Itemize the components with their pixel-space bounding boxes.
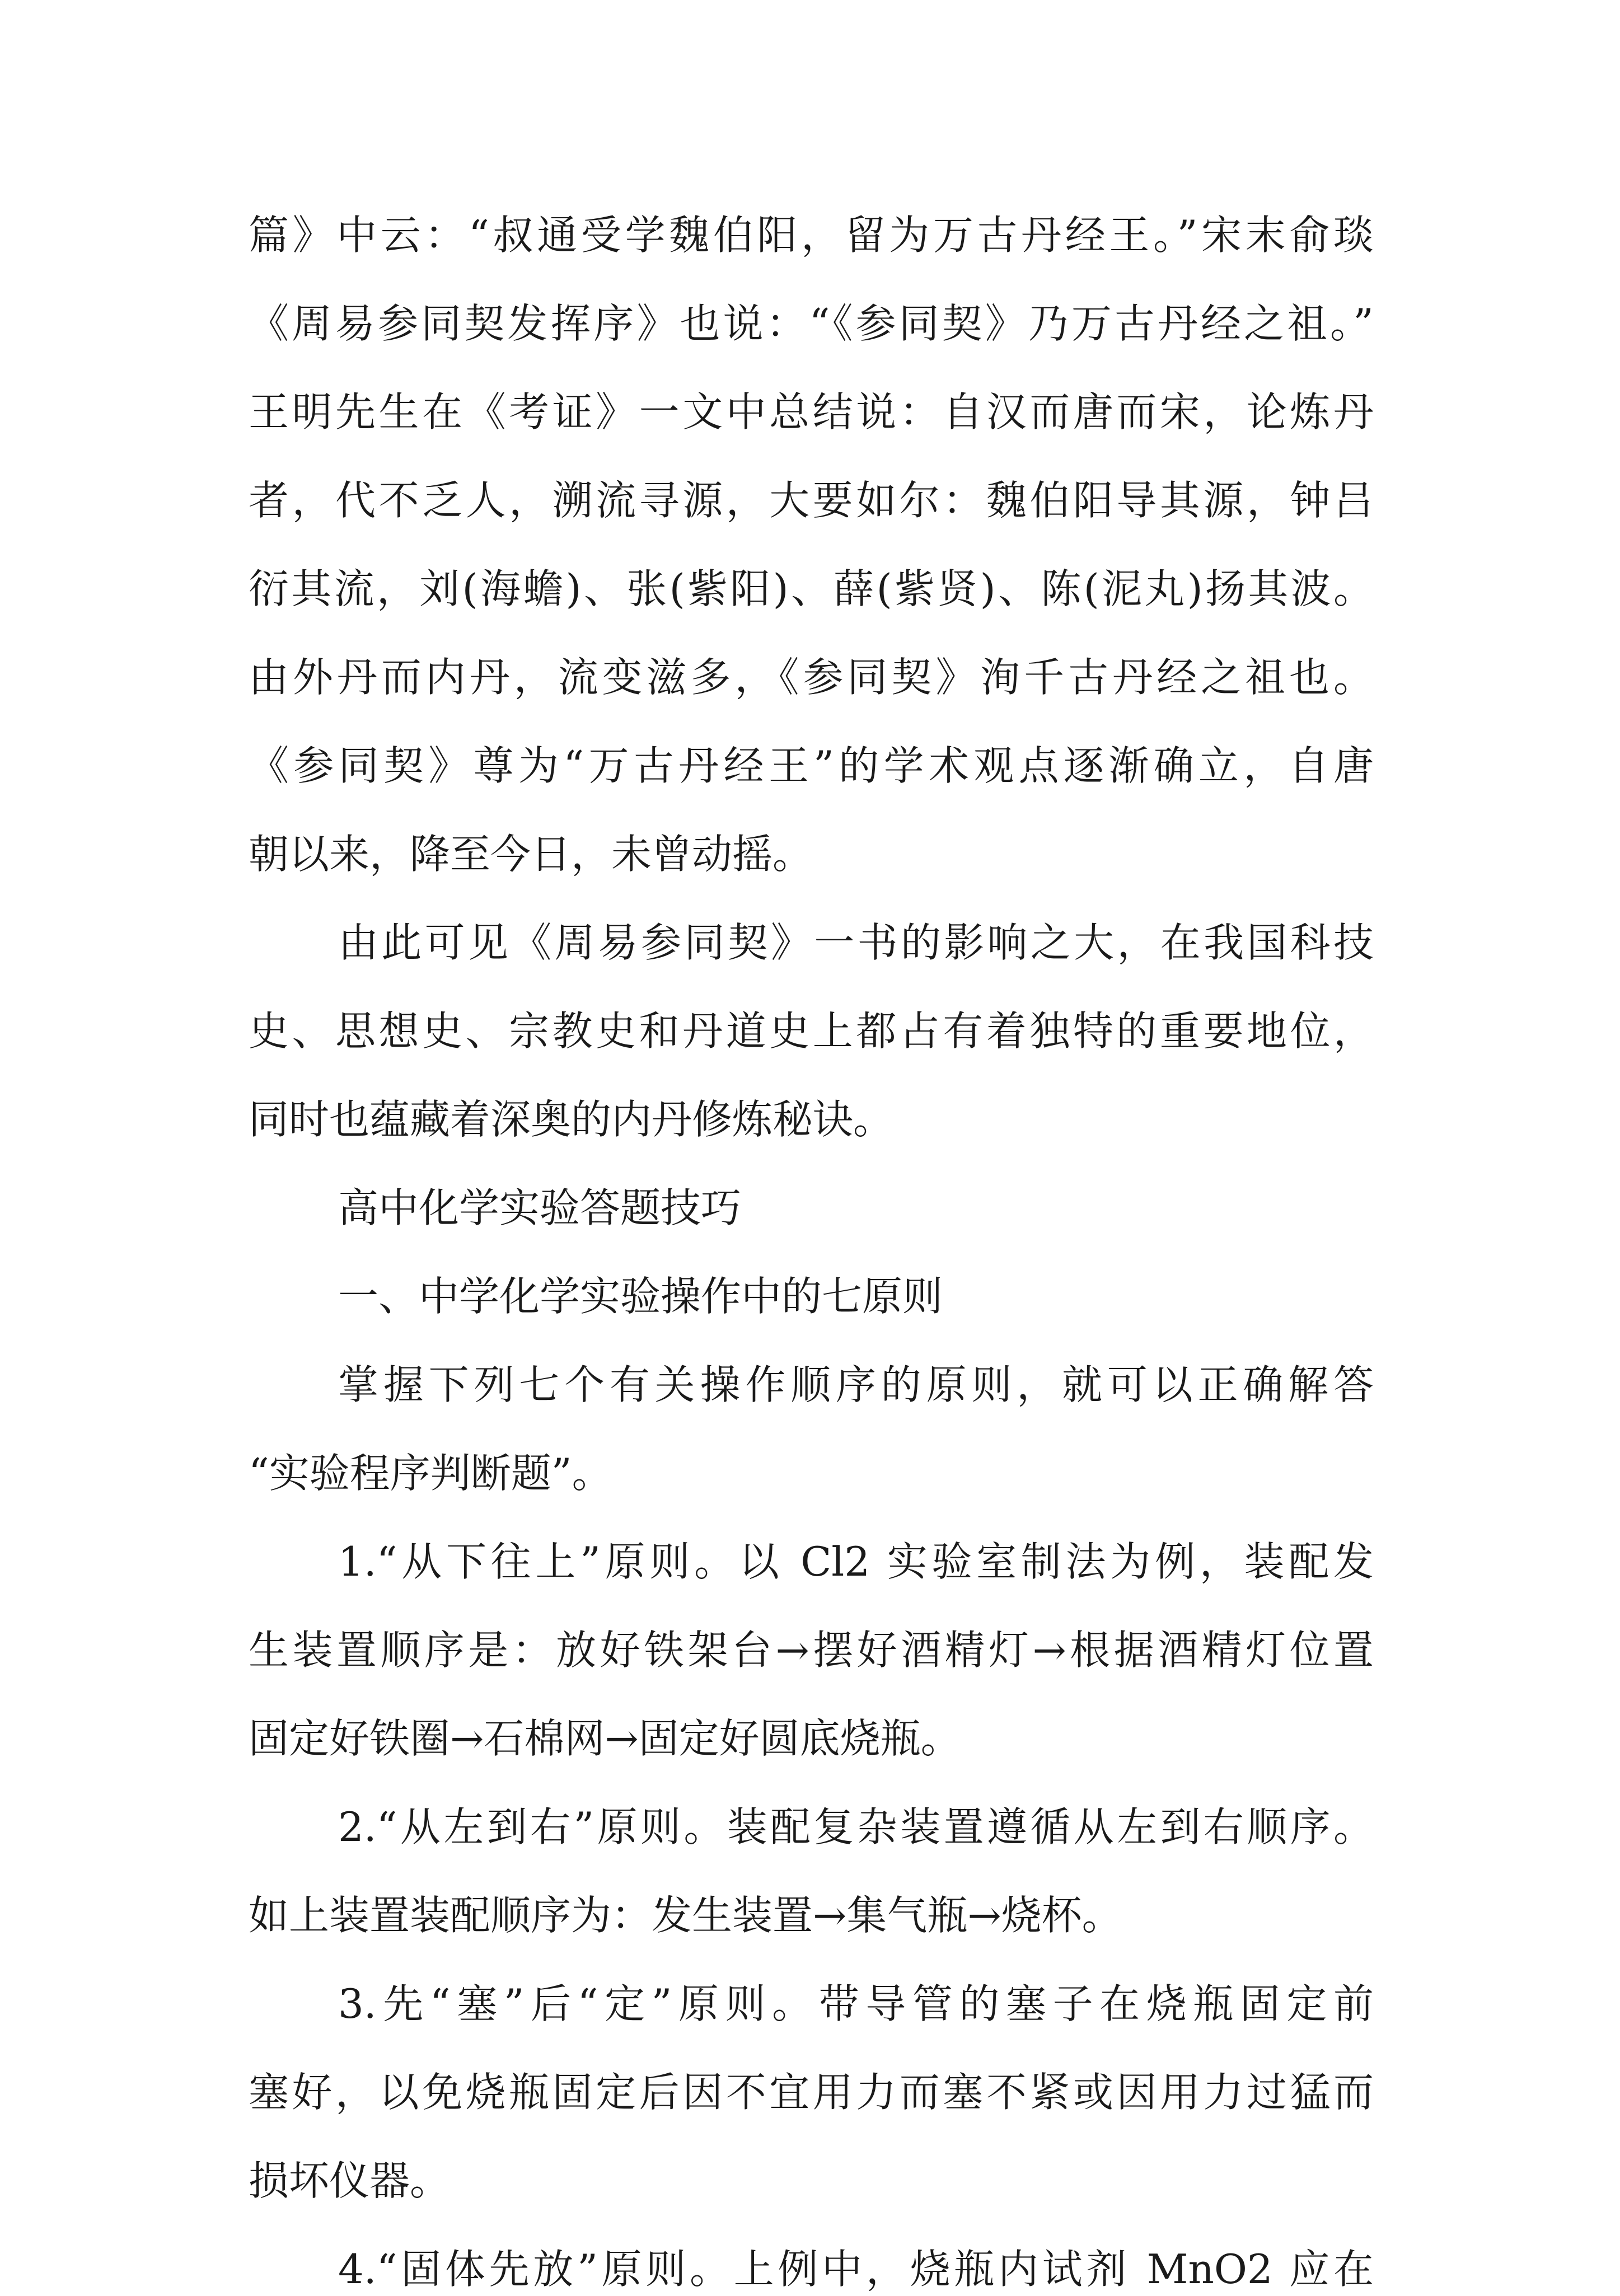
section-title: 高中化学实验答题技巧 [338,1184,742,1231]
text-line: 篇》中云：“叔通受学魏伯阳，留为万古丹经王。”宋末俞琰 [249,212,1374,259]
text-line: 由外丹而内丹，流变滋多，《参同契》洵千古丹经之祖也。 [249,654,1374,701]
text-line: 塞好，以免烧瓶固定后因不宜用力而塞不紧或因用力过猛而 [249,2069,1374,2116]
text-line: 生装置顺序是：放好铁架台→摆好酒精灯→根据酒精灯位置 [249,1627,1374,1674]
text-line: 4.“固体先放”原则。上例中，烧瓶内试剂 MnO2 应在 [338,2246,1374,2293]
section-heading: 一、中学化学实验操作中的七原则 [338,1273,943,1320]
text-line: 3.先“塞”后“定”原则。带导管的塞子在烧瓶固定前 [338,1980,1374,2027]
text-line: 《周易参同契发挥序》也说：“《参同契》乃万古丹经之祖。” [249,300,1374,347]
text-line: 损坏仪器。 [249,2157,451,2204]
text-line: 由此可见《周易参同契》一书的影响之大，在我国科技 [338,919,1374,966]
text-line: 如上装置装配顺序为：发生装置→集气瓶→烧杯。 [249,1892,1122,1939]
text-line: 史、思想史、宗教史和丹道史上都占有着独特的重要地位， [249,1008,1374,1055]
text-line: 者，代不乏人，溯流寻源，大要如尔：魏伯阳导其源，钟吕 [249,477,1374,524]
text-line: 《参同契》尊为“万古丹经王”的学术观点逐渐确立，自唐 [249,742,1374,789]
text-line: 同时也蕴藏着深奥的内丹修炼秘诀。 [249,1096,894,1143]
text-line: 固定好铁圈→石棉网→固定好圆底烧瓶。 [249,1715,961,1762]
text-line: 衍其流，刘(海蟾)、张(紫阳)、薛(紫贤)、陈(泥丸)扬其波。 [249,565,1374,612]
text-line: 1.“从下往上”原则。以 Cl2 实验室制法为例，装配发 [338,1538,1374,1585]
text-line: 朝以来，降至今日，未曾动摇。 [249,831,813,878]
text-line: 王明先生在《考证》一文中总结说：自汉而唐而宋，论炼丹 [249,388,1374,435]
text-line: 2.“从左到右”原则。装配复杂装置遵循从左到右顺序。 [338,1803,1374,1850]
text-line: 掌握下列七个有关操作顺序的原则，就可以正确解答 [338,1361,1374,1408]
text-line: “实验程序判断题”。 [249,1450,612,1497]
